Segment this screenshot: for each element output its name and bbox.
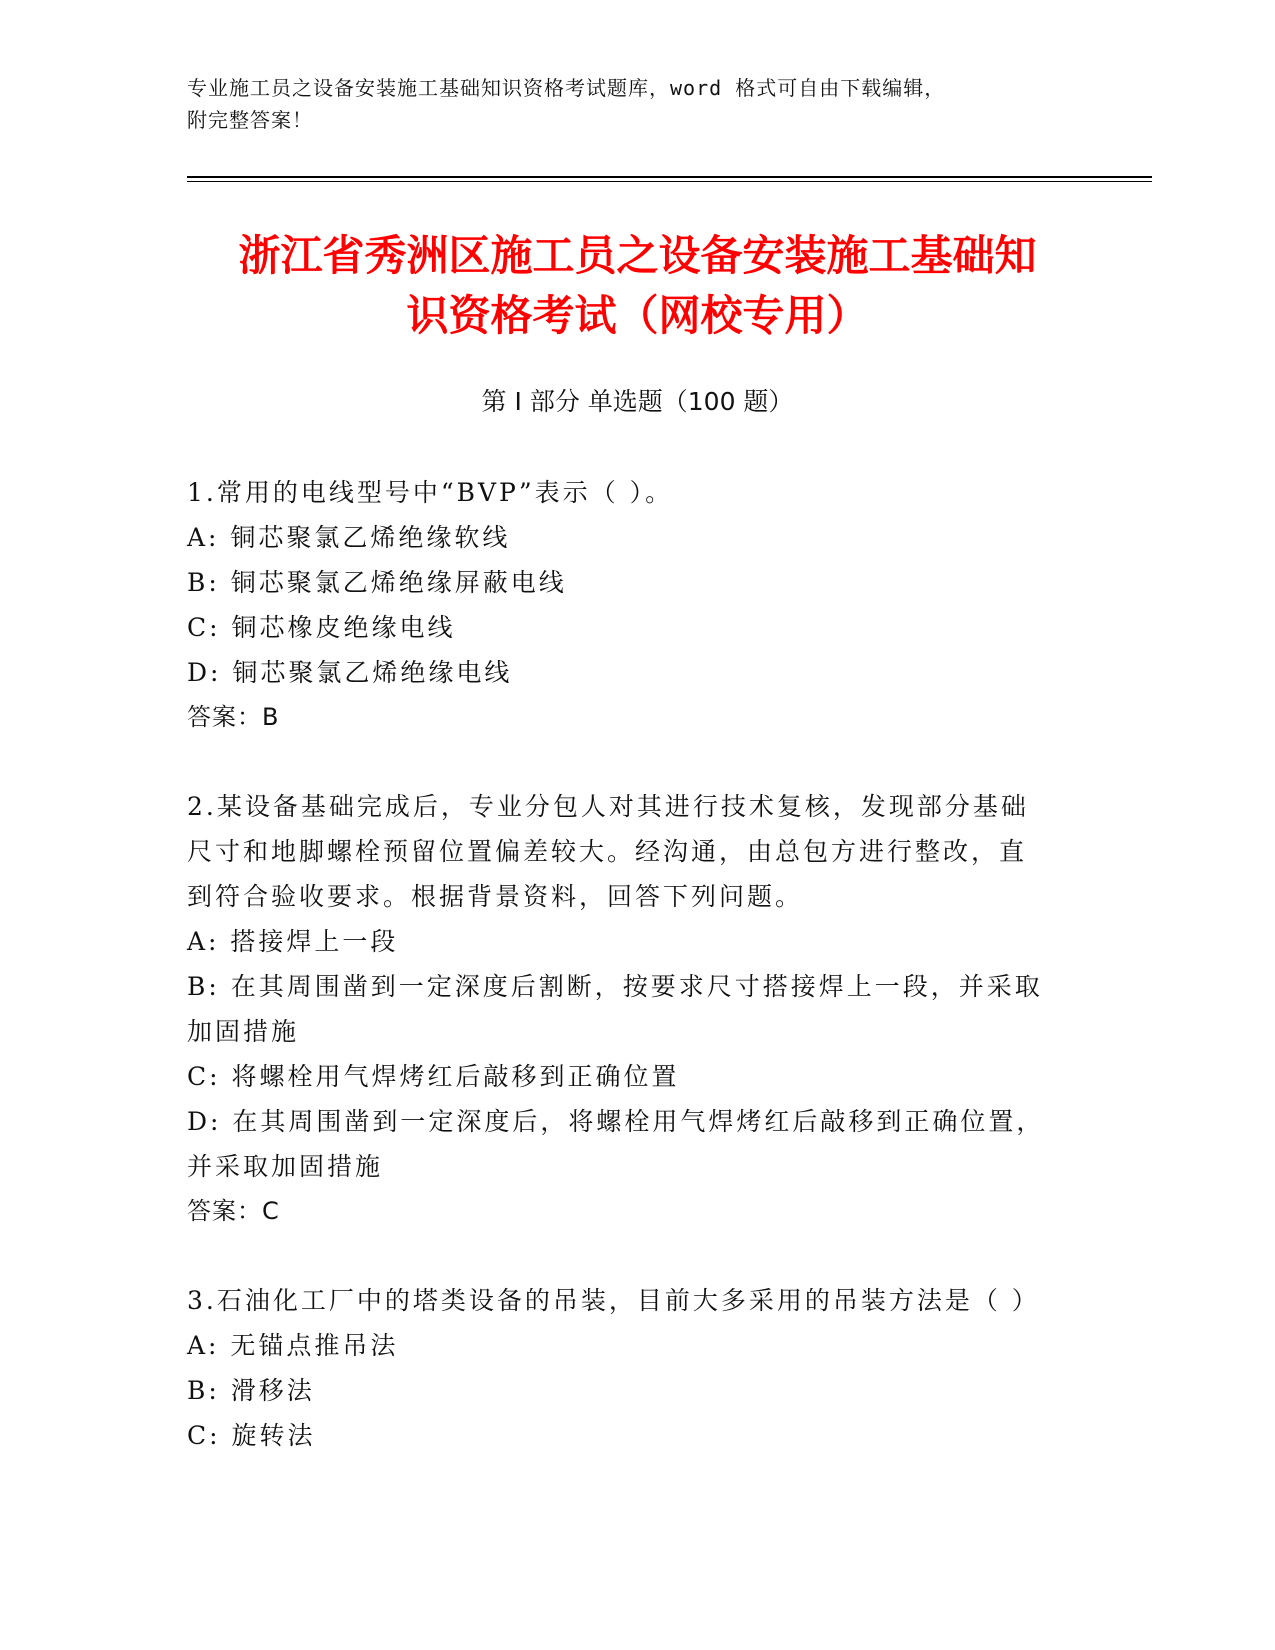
document-title-line-2: 识资格考试（网校专用）	[406, 291, 869, 340]
header-divider-thick	[187, 176, 1152, 178]
question-1	[187, 470, 1067, 740]
option-a: A: 无锚点推吊法	[187, 1331, 399, 1360]
option-c: C: 将螺栓用气焊烤红后敲移到正确位置	[187, 1062, 680, 1091]
answer: 答案：B	[187, 703, 280, 731]
option-b: B: 在其周围凿到一定深度后割断，按要求尺寸搭接焊上一段，并采取	[187, 972, 1043, 1001]
option-a: A: 搭接焊上一段	[187, 927, 399, 956]
question-stem: 3.石油化工厂中的塔类设备的吊装，目前大多采用的吊装方法是（ ）	[187, 1286, 1040, 1315]
question-stem-line-1: 2.某设备基础完成后，专业分包人对其进行技术复核，发现部分基础	[187, 792, 1029, 821]
question-2	[187, 784, 1067, 1234]
option-d-continued: 并采取加固措施	[187, 1152, 384, 1181]
section-title: 第 I 部分 单选题（100 题）	[481, 387, 794, 416]
option-b: B: 铜芯聚氯乙烯绝缘屏蔽电线	[187, 568, 567, 597]
header-note-line-2: 附完整答案！	[187, 108, 313, 132]
header-divider-thin	[187, 181, 1152, 182]
option-c: C: 铜芯橡皮绝缘电线	[187, 613, 456, 642]
question-stem-line-2: 尺寸和地脚螺栓预留位置偏差较大。经沟通，由总包方进行整改，直	[187, 837, 1028, 866]
option-d: D: 铜芯聚氯乙烯绝缘电线	[187, 658, 513, 687]
answer: 答案：C	[187, 1197, 280, 1225]
header-note	[187, 72, 1067, 136]
question-list	[187, 470, 1067, 1502]
option-b: B: 滑移法	[187, 1376, 315, 1405]
option-d: D: 在其周围凿到一定深度后，将螺栓用气焊烤红后敲移到正确位置，	[187, 1107, 1045, 1136]
question-stem: 1.常用的电线型号中“BVP”表示（ ）。	[187, 478, 674, 507]
question-3	[187, 1278, 1067, 1458]
option-c: C: 旋转法	[187, 1421, 316, 1450]
document-title-line-1: 浙江省秀洲区施工员之设备安装施工基础知	[238, 231, 1037, 280]
document-title	[150, 226, 1125, 346]
question-stem-line-3: 到符合验收要求。根据背景资料，回答下列问题。	[187, 882, 804, 911]
header-note-line-1: 专业施工员之设备安装施工基础知识资格考试题库，word 格式可自由下载编辑，	[187, 76, 946, 100]
option-b-continued: 加固措施	[187, 1017, 300, 1046]
option-a: A: 铜芯聚氯乙烯绝缘软线	[187, 523, 511, 552]
